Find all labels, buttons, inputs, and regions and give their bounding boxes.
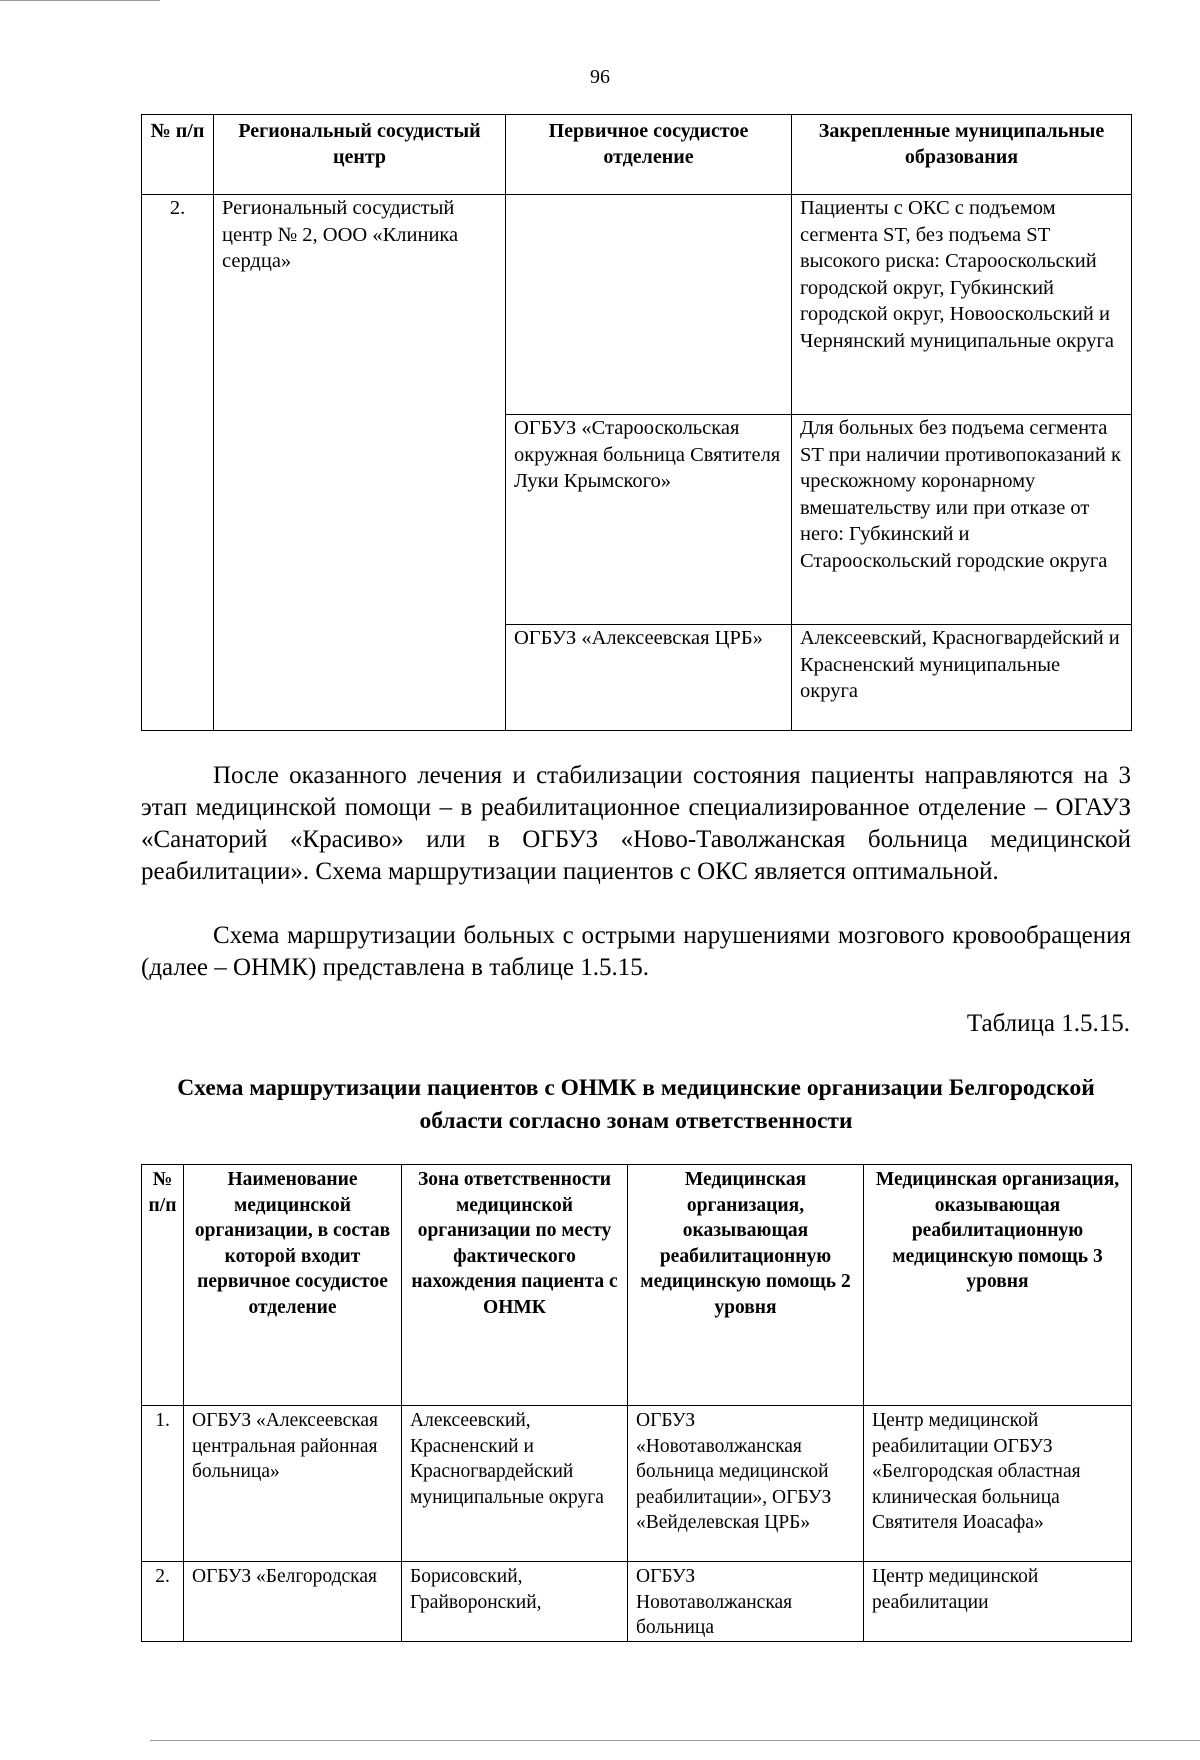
onmk-routing-table bbox=[141, 1164, 1132, 1642]
zone-cell: Борисовский, Грайворонский, bbox=[402, 1562, 628, 1642]
header-rehab-level-3: Медицинская организация, оказывающая реабилитационную медицинскую помощь 3 уровня bbox=[864, 1165, 1132, 1406]
table-header-row bbox=[142, 115, 1132, 195]
header-primary-department: Первичное сосудистое отделение bbox=[506, 115, 792, 195]
header-number: № п/п bbox=[142, 115, 214, 195]
primary-department-cell: ОГБУЗ «Старооскольская окружная больница Святителя Луки Крымского» bbox=[506, 415, 792, 625]
row-number: 2. bbox=[142, 195, 214, 731]
rehab-level-2-cell: ОГБУЗ Новотаволжанская больница bbox=[628, 1562, 864, 1642]
rehab-level-3-cell: Центр медицинской реабилитации bbox=[864, 1562, 1132, 1642]
regional-center-cell: Региональный сосудистый центр № 2, ООО «Клиника сердца» bbox=[214, 195, 506, 731]
header-regional-center: Региональный сосудистый центр bbox=[214, 115, 506, 195]
vascular-centers-table bbox=[141, 114, 1132, 731]
table-header-row bbox=[142, 1165, 1132, 1406]
row-number: 2. bbox=[142, 1562, 184, 1642]
primary-department-cell: ОГБУЗ «Алексеевская ЦРБ» bbox=[506, 625, 792, 731]
primary-department-cell bbox=[506, 195, 792, 415]
body-paragraph: Схема маршрутизации больных с острыми нарушениями мозгового кровообращения (далее – ОНМК) представлена в таблице 1.5.15. bbox=[141, 922, 1131, 981]
table-row bbox=[142, 195, 1132, 415]
rehab-level-3-cell: Центр медицинской реабилитации ОГБУЗ «Белгородская областная клиническая больница Святителя Иоасафа» bbox=[864, 1406, 1132, 1562]
header-zone: Зона ответственности медицинской организации по месту фактического нахождения пациента с ОНМК bbox=[402, 1165, 628, 1406]
page-number: 96 bbox=[590, 66, 610, 88]
table-caption: Схема маршрутизации пациентов с ОНМК в медицинские организации Белгородской области согласно зонам ответственности bbox=[177, 1075, 1095, 1134]
municipalities-cell: Алексеевский, Красногвардейский и Красненский муниципальные округа bbox=[792, 625, 1132, 731]
organization-cell: ОГБУЗ «Алексеевская центральная районная больница» bbox=[184, 1406, 402, 1562]
organization-cell: ОГБУЗ «Белгородская bbox=[184, 1562, 402, 1642]
header-organization: Наименование медицинской организации, в состав которой входит первичное сосудистое отделение bbox=[184, 1165, 402, 1406]
scan-edge-line bbox=[0, 0, 160, 1]
body-paragraph: После оказанного лечения и стабилизации состояния пациенты направляются на 3 этап медицинской помощи – в реабилитационное специализированное отделение – ОГАУЗ «Санаторий «Красиво» или в ОГБУЗ «Ново-Таволжанская больница медицинской реабилитации». Схема маршрутизации пациентов с ОКС является оптимальной. bbox=[141, 762, 1131, 885]
header-number: № п/п bbox=[142, 1165, 184, 1406]
scan-edge-line bbox=[150, 1740, 1200, 1741]
municipalities-cell: Для больных без подъема сегмента ST при наличии противопоказаний к чрескожному коронарному вмешательству или при отказе от него: Губкинский и Старооскольский городские округа bbox=[792, 415, 1132, 625]
table-row bbox=[142, 1562, 1132, 1642]
header-municipalities: Закрепленные муниципальные образования bbox=[792, 115, 1132, 195]
table-label: Таблица 1.5.15. bbox=[966, 1010, 1130, 1037]
header-rehab-level-2: Медицинская организация, оказывающая реабилитационную медицинскую помощь 2 уровня bbox=[628, 1165, 864, 1406]
row-number: 1. bbox=[142, 1406, 184, 1562]
zone-cell: Алексеевский, Красненский и Красногвардейский муниципальные округа bbox=[402, 1406, 628, 1562]
table-row bbox=[142, 1406, 1132, 1562]
rehab-level-2-cell: ОГБУЗ «Новотаволжанская больница медицинской реабилитации», ОГБУЗ «Вейделевская ЦРБ» bbox=[628, 1406, 864, 1562]
municipalities-cell: Пациенты с ОКС с подъемом сегмента ST, без подъема ST высокого риска: Старооскольский городской округ, Губкинский городской округ, Новооскольский и Чернянский муниципальные округа bbox=[792, 195, 1132, 415]
